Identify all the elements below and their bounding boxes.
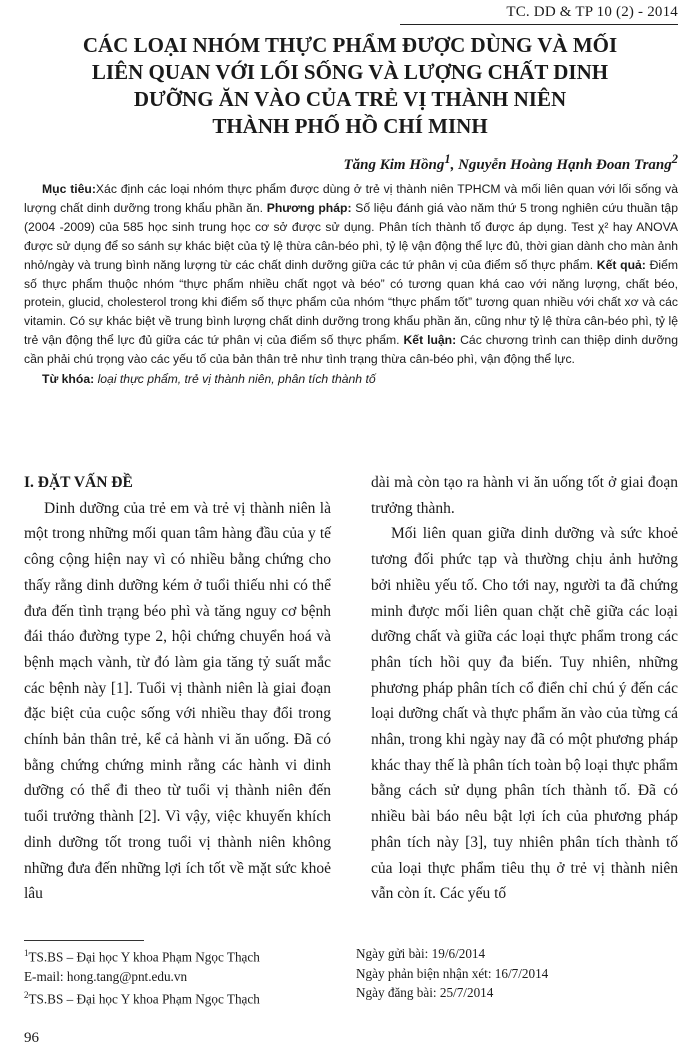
body-paragraph: Mối liên quan giữa dinh dưỡng và sức khoẻ tương đối phức tạp và thường chịu ảnh hưởng bởi nhiều yếu tố. Cho tới nay, người ta đã chứng minh được mối liên quan chặt chẽ giữa các loại dưỡng chất và giữa các loại thực phẩm trong các phân tích hồi quy đa biến. Tuy nhiên, những phương pháp phân tích cổ điển chỉ chú ý đến các loại dưỡng chất và thực phẩm ăn vào của từng cá nhân, trong khi ngày nay đã có một phương pháp khác thay thế là phân tích toàn bộ loại thực phẩm bằng cách sử dụng phân tích thành tố. Đã có nhiều bài báo nêu bật lợi ích của phương pháp phân tích này [3], tuy nhiên phân tích thành tố của loại thực phẩm tiêu thụ ở trẻ vị thành niên vẫn còn ít. Các yếu tố bbox=[371, 525, 678, 903]
journal-header: TC. DD & TP 10 (2) - 2014 bbox=[506, 4, 678, 20]
affiliation-text: TS.BS – Đại học Y khoa Phạm Ngọc Thạch bbox=[28, 949, 260, 965]
abstract bbox=[24, 180, 678, 389]
keywords-label: Từ khóa: bbox=[42, 372, 95, 387]
body-paragraph: Dinh dưỡng của trẻ em và trẻ vị thành niên là một trong những mối quan tâm hàng đầu của y tế công cộng hiện nay vì có nhiều bằng chứng cho thấy rằng dinh dưỡng kém ở tuổi thiếu nhi có thể đưa đến tình trạng béo phì và tăng nguy cơ bệnh đái tháo đường type 2, hội chứng chuyển hoá và bệnh mạch vành, từ đó làm gia tăng tỷ suất mắc các bệnh này [1]. Tuổi vị thành niên là giai đoạn đặc biệt của cuộc sống với nhiều thay đổi trong chính bản thân trẻ, kể cả hành vi ăn uống. Đã có bằng chứng chứng minh rằng các hành vi dinh dưỡng có thể đi theo từ tuổi vị thành niên đến tuổi trưởng thành [2]. Vì vậy, việc khuyến khích dinh dưỡng tốt trong tuổi vị thành niên không những đưa đến những lợi ích tốt về mặt sức khoẻ lâu bbox=[24, 499, 331, 903]
author-name: Tăng Kim Hồng bbox=[343, 157, 445, 173]
right-column bbox=[371, 470, 678, 907]
section-heading: I. ĐẶT VẤN ĐỀ bbox=[24, 474, 133, 491]
affiliation-text: TS.BS – Đại học Y khoa Phạm Ngọc Thạch bbox=[28, 991, 260, 1007]
left-column bbox=[24, 470, 331, 907]
article-title bbox=[22, 32, 678, 140]
footnote-mark: 2 bbox=[24, 990, 29, 1001]
affiliation-footnote bbox=[24, 986, 344, 1009]
author-line bbox=[343, 152, 678, 174]
author-footnotes bbox=[24, 944, 344, 1009]
accepted-date: Ngày đăng bài: 25/7/2014 bbox=[356, 985, 494, 1000]
body-paragraph: dài mà còn tạo ra hành vi ăn uống tốt ở giai đoạn trưởng thành. bbox=[371, 474, 678, 517]
received-date: Ngày gửi bài: 19/6/2014 bbox=[356, 946, 486, 961]
author-separator: , bbox=[450, 157, 459, 173]
results-text: Điểm số thực phẩm thuộc nhóm “thực phẩm nhiều chất ngọt và béo” có tương quan khá cao với năng lượng, chất béo, protein, glucid, cholesterol trong khi điểm số thực phẩm của nhóm “thực phẩm tốt” tương quan nhiều với chất xơ và các vitamin. Có sự khác biệt về trung bình lượng chất dinh dưỡng trong khẩu phần ăn, cũng như tỷ lệ thừa cân-béo phì, tỷ lệ trẻ vận động thể lực đủ giữa các tứ phân vị của điểm số thực phẩm. bbox=[24, 257, 679, 348]
keywords-text: loại thực phẩm, trẻ vị thành niên, phân tích thành tố bbox=[97, 372, 376, 387]
affiliation-footnote bbox=[24, 944, 344, 967]
results-label: Kết quả: bbox=[596, 257, 646, 272]
author-affiliation-mark: 1 bbox=[444, 152, 451, 166]
submission-dates bbox=[356, 944, 686, 1003]
objective-label: Mục tiêu: bbox=[42, 182, 96, 196]
methods-label: Phương pháp: bbox=[266, 200, 352, 215]
title-line: THÀNH PHỐ HỒ CHÍ MINH bbox=[212, 114, 488, 138]
footnote-mark: 1 bbox=[24, 948, 29, 958]
keywords bbox=[24, 370, 678, 389]
title-line: LIÊN QUAN VỚI LỐI SỐNG VÀ LƯỢNG CHẤT DINH bbox=[91, 60, 609, 84]
title-line: DƯỠNG ĂN VÀO CỦA TRẺ VỊ THÀNH NIÊN bbox=[133, 87, 567, 111]
abstract-body bbox=[24, 180, 678, 369]
page-number: 96 bbox=[24, 1030, 39, 1046]
reviewed-date: Ngày phản biện nhận xét: 16/7/2014 bbox=[356, 965, 549, 981]
author-affiliation-mark: 2 bbox=[671, 152, 678, 166]
title-line: CÁC LOẠI NHÓM THỰC PHẨM ĐƯỢC DÙNG VÀ MỐI bbox=[82, 33, 618, 57]
objective-text: Xác định các loại nhóm thực phẩm được dùng ở trẻ vị thành niên TPHCM và mối liên quan với lối sống và lượng chất dinh dưỡng trong khẩu phần ăn. bbox=[24, 182, 678, 215]
footnote-rule bbox=[24, 940, 144, 941]
author-name: Nguyễn Hoàng Hạnh Đoan Trang bbox=[458, 157, 672, 173]
header-rule bbox=[400, 24, 678, 25]
email-footnote: E-mail: hong.tang@pnt.edu.vn bbox=[24, 968, 188, 984]
conclusion-text: Các chương trình can thiệp dinh dưỡng cần phải chú trọng vào các yếu tố của bản thân trẻ như tình trạng thừa cân-béo phì, vận động thể lực. bbox=[24, 333, 678, 367]
conclusion-label: Kết luận: bbox=[403, 333, 457, 348]
methods-text: Số liệu đánh giá vào năm thứ 5 trong nghiên cứu thuần tập (2004 -2009) của 585 học sinh trung học cơ sở được sử dụng. Phân tích thành tố được áp dụng. Test χ² hay ANOVA được sử dụng để so sánh sự khác biệt của tỷ lệ thừa cân-béo phì, tỷ lệ vận động thể lực đủ, thời gian dành cho màn ảnh nhỏ/ngày và trung bình năng lượng từ các chất dinh dưỡng giữa các tứ phân vị của điểm số thực phẩm. bbox=[24, 200, 678, 272]
